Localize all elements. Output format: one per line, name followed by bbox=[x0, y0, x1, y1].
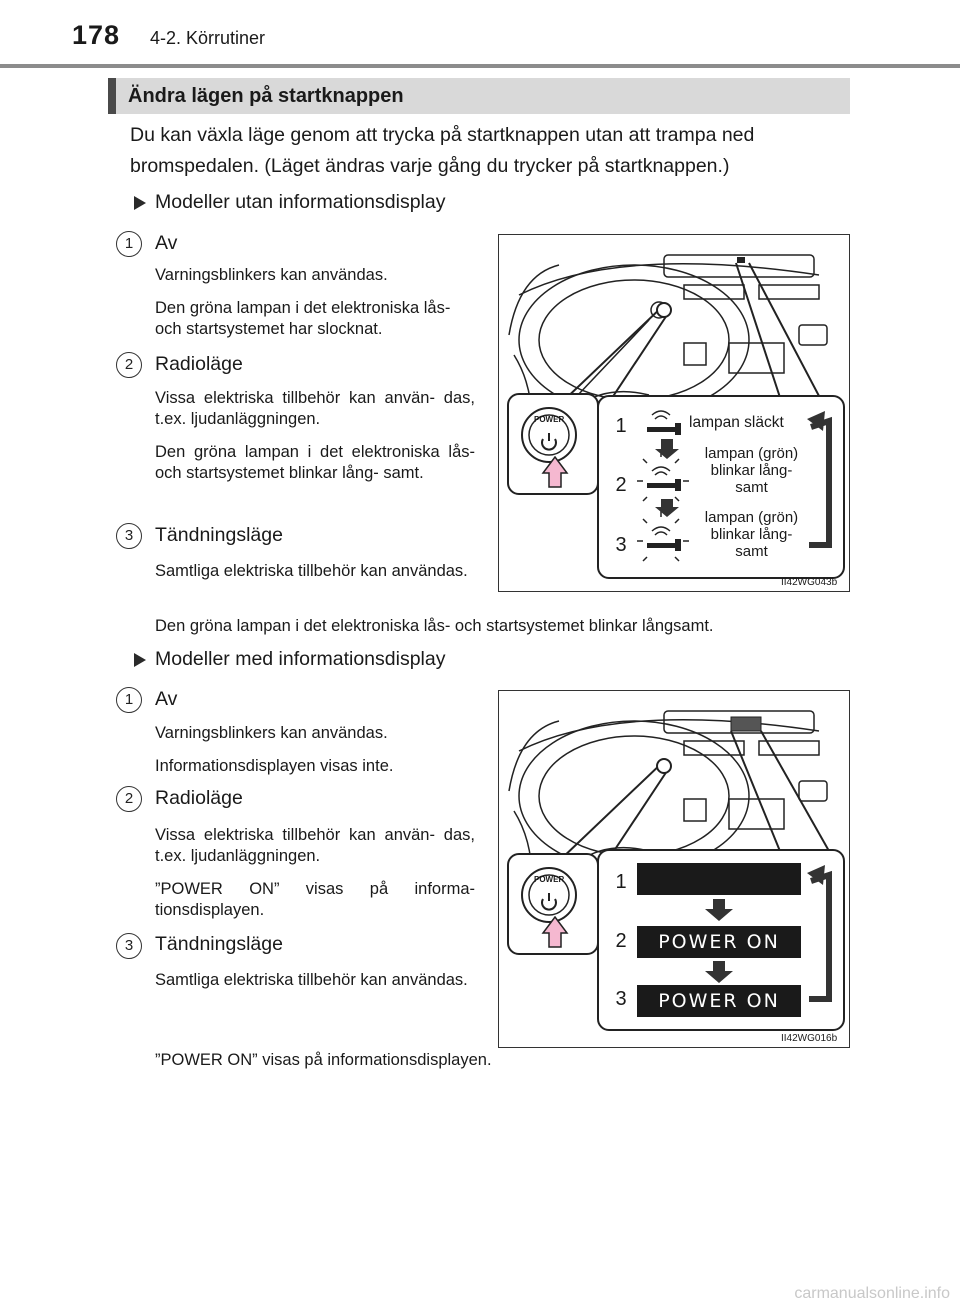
intro-paragraph: Du kan växla läge genom att trycka på startknappen utan att trampa ned bromspedalen. (Läget ändras varje gång du trycker på startknappen.) bbox=[130, 124, 755, 177]
step-number-text: 2 bbox=[116, 786, 142, 812]
step-title: Av bbox=[155, 232, 178, 254]
step-number-1 bbox=[116, 687, 142, 713]
section-header bbox=[108, 78, 850, 114]
subheading-arrow-icon bbox=[134, 196, 146, 210]
step-title: Radioläge bbox=[155, 787, 243, 809]
state-number-2: 2 bbox=[615, 930, 627, 952]
step-title: Tändningsläge bbox=[155, 933, 283, 955]
subheading-with-display: Modeller med informationsdisplay bbox=[155, 648, 446, 670]
step-title: Radioläge bbox=[155, 353, 243, 375]
step-text: Vissa elektriska tillbehör kan använ- das, t.ex. ljudanläggningen. bbox=[155, 826, 475, 865]
step-text: Den gröna lampan i det elektroniska lås- och startsystemet blinkar lång- samt. bbox=[155, 443, 475, 482]
step-number-text: 1 bbox=[116, 231, 142, 257]
step-title: Tändningsläge bbox=[155, 524, 283, 546]
step-text: ”POWER ON” visas på informationsdisplayen. bbox=[155, 1051, 492, 1069]
step-number-1 bbox=[116, 231, 142, 257]
step-number-text: 3 bbox=[116, 933, 142, 959]
step-number-2 bbox=[116, 352, 142, 378]
state-number-3: 3 bbox=[615, 534, 627, 556]
state-number-3: 3 bbox=[615, 988, 627, 1010]
power-button-callout bbox=[507, 393, 599, 495]
subheading-arrow-icon bbox=[134, 653, 146, 667]
figure-power-switch-with-display bbox=[498, 690, 850, 1048]
power-button-callout bbox=[507, 853, 599, 955]
power-button-label: POWER bbox=[534, 415, 565, 424]
step-number-2 bbox=[116, 786, 142, 812]
step-text: ”POWER ON” visas på informa- tionsdisplayen. bbox=[155, 880, 475, 919]
step-text: Varningsblinkers kan användas. bbox=[155, 266, 388, 284]
figure-power-switch-no-display bbox=[498, 234, 850, 592]
state-number-1: 1 bbox=[615, 871, 627, 893]
step-text: Informationsdisplayen visas inte. bbox=[155, 757, 394, 775]
step-text: Samtliga elektriska tillbehör kan användas. bbox=[155, 562, 468, 580]
state-number-2: 2 bbox=[615, 474, 627, 496]
step-text: Samtliga elektriska tillbehör kan användas. bbox=[155, 971, 468, 989]
step-text: Vissa elektriska tillbehör kan använ- das, t.ex. ljudanläggningen. bbox=[155, 389, 475, 428]
chapter-title: 4-2. Körrutiner bbox=[150, 28, 266, 48]
figure-code: II42WG016b bbox=[781, 1033, 838, 1044]
page-number: 178 bbox=[72, 20, 121, 50]
state-arrows bbox=[599, 851, 843, 1029]
step-text: Den gröna lampan i det elektroniska lås- och startsystemet blinkar långsamt. bbox=[155, 617, 714, 635]
state-number-1: 1 bbox=[615, 415, 627, 437]
step-number-text: 3 bbox=[116, 523, 142, 549]
step-title: Av bbox=[155, 688, 178, 710]
lamp-blink-label-2: lampan (grön) blinkar lång- samt bbox=[704, 445, 799, 496]
power-button-label: POWER bbox=[534, 875, 565, 884]
step-number-text: 2 bbox=[116, 352, 142, 378]
step-number-text: 1 bbox=[116, 687, 142, 713]
step-text: Den gröna lampan i det elektroniska lås- och startsystemet har slocknat. bbox=[155, 299, 451, 338]
lamp-states-callout bbox=[597, 395, 845, 579]
display-power-on-3: POWER ON bbox=[637, 985, 801, 1017]
lamp-blink-label-3: lampan (grön) blinkar lång- samt bbox=[704, 509, 799, 560]
display-power-on-2: POWER ON bbox=[637, 926, 801, 958]
figure-code: II42WG043b bbox=[781, 577, 838, 588]
watermark: carmanualsonline.info bbox=[794, 1285, 950, 1302]
step-number-3 bbox=[116, 933, 142, 959]
step-number-3 bbox=[116, 523, 142, 549]
header-rule bbox=[0, 64, 960, 68]
section-title: Ändra lägen på startknappen bbox=[128, 85, 404, 107]
section-tab bbox=[108, 78, 116, 114]
step-text: Varningsblinkers kan användas. bbox=[155, 724, 388, 742]
display-states-callout bbox=[597, 849, 845, 1031]
subheading-without-display: Modeller utan informationsdisplay bbox=[155, 191, 446, 213]
lamp-off-label: lampan släckt bbox=[689, 414, 784, 431]
